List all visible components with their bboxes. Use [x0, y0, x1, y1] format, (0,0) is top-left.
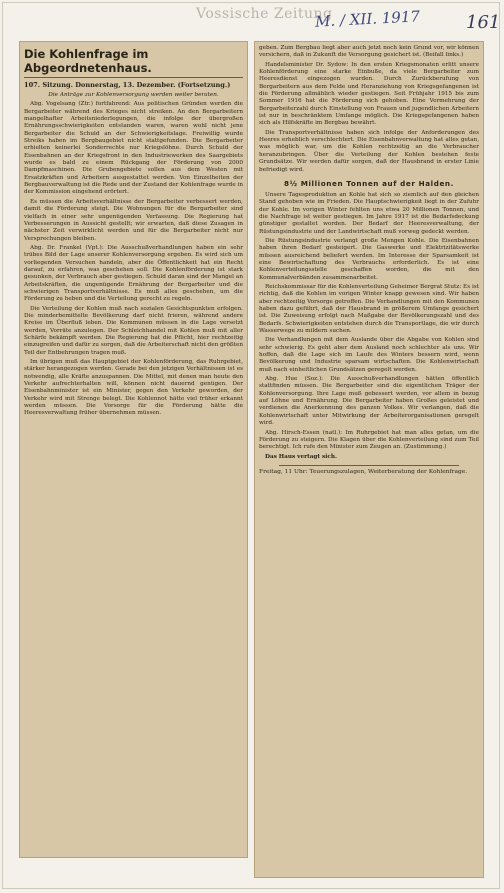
paragraph: Handelsminister Dr. Sydow: In den ersten Kriegsmonaten erlitt unsere Kohlenförderung eine starke Einbuße, da viele Bergarbeiter zum Heeresdienst eingezogen wurden. Durch Zurückberufung von Bergarbeitern aus dem Felde und Heranziehung von Kriegsgefangenen ist die Förderung allmählich wieder gestiegen. Seit Frühjahr 1915 bis zum Sommer 1916 hat die Förderung sich gehoben. Eine Vermehrung der Bergarbeiterzahl durch Einstellung von Frauen und jugendlichen Arbeitern ist nur in beschränktem Umfange möglich. Die Kriegsgefangenen haben sich als Hilfskräfte im Bergbau bewährt.	[259, 61, 479, 127]
paragraph: Im übrigen muß das Hauptgebiet der Kohlenförderung, das Ruhrgebiet, stärker herangezogen werden. Gerade bei den jetzigen Verhältnissen ist es notwendig, alle Kräfte anzuspannen. Die Mittel, mit denen man heute den Verkehr aufrechterhalten will, können nicht dauernd genügen. Der Eisenbahnminister ist ein Minister, gegen den Verkehr geworden, der Verkehr wird mit Strenge belegt. Die Kohlennot hätte viel früher erkannt werden müssen. Die Vorsorge für die Förderung hätte die Heeresverwaltung früher übernehmen müssen.	[24, 359, 243, 417]
paragraph: Die Transportverhältnisse haben sich infolge der Anforderungen des Heeres erheblich verschlechtert. Die Eisenbahnverwaltung hat alles getan, was möglich war, um die Kohlen rechtzeitig an die Verbraucher heranzubringen. Über die Verteilung der Kohlen bestehen feste Grundsätze. Wir werden dafür sorgen, daß der Hausbrand in erster Linie befriedigt wird.	[259, 129, 479, 173]
paragraph: Die Verteilung der Kohlen muß nach sozialen Gesichtspunkten erfolgen. Die minderbemittelte Bevölkerung darf nicht frieren, während andere Kreise im Überfluß leben. Die Kommunen müssen in die Lage versetzt werden, Vorräte anzulegen. Der Schleichhandel mit Kohlen muß mit aller Schärfe bekämpft werden. Die Regierung hat die Pflicht, hier rechtzeitig einzugreifen und dafür zu sorgen, daß die Arbeiterschaft nicht den größten Teil der Entbehrungen tragen muß.	[24, 305, 243, 356]
section-heading: 8½ Millionen Tonnen auf der Halden.	[284, 178, 454, 188]
paragraph: Abg. Hue (Soz.): Die Ausschußverhandlungen hätten öffentlich stattfinden müssen. Die Bergarbeiter sind die eigentlichen Träger der Kohlenversorgung. Ihre Lage muß gebessert werden, vor allem in bezug auf Löhne und Ernährung. Die Bergarbeiter haben Großes geleistet und verdienen die Anerkennung des ganzen Volkes. Wir verlangen, daß die Kohlenwirtschaft unter Mitwirkung der Arbeiterorganisationen geregelt wird.	[259, 376, 479, 427]
paragraph: Unsere Tagesproduktion an Kohle hat sich so ziemlich auf den gleichen Stand gehoben wie im Frieden. Die Hauptschwierigkeit liegt in der Zufuhr der Kohle. Im vorigen Winter fehlten uns etwa 20 Millionen Tonnen, und die Nachfrage ist weiter gestiegen. Im Jahre 1917 ist die Bedarfsdeckung günstiger gestaltet worden. Der Bedarf der Heeresverwaltung, der Rüstungsindustrie und der Landwirtschaft muß vorweg gedeckt werden.	[259, 191, 479, 235]
session-line: 107. Sitzung. Donnerstag, 13. Dezember. (Fortsetzung.)	[24, 81, 231, 89]
clipping-right-column	[254, 41, 484, 878]
paragraph: Die Rüstungsindustrie verlangt große Mengen Kohle. Die Eisenbahnen haben ihren Bedarf gesteigert. Die Gaswerke und Elektrizitätswerke müssen ausreichend beliefert werden. Im Interesse der Sparsamkeit ist eine Bewirtschaftung des Verbrauchs erforderlich. Es ist eine Kohlenverteilungsstelle geschaffen worden, die mit den Kommunalverbänden zusammenarbeitet.	[259, 237, 479, 281]
paragraph: geben. Zum Bergbau liegt aber auch jetzt noch kein Grund vor, wir können versichern, daß in Zukunft die Versorgung gesichert ist. (Beifall links.)	[259, 45, 479, 59]
clipping-left-column	[19, 41, 248, 858]
agenda-note: Freitag, 11 Uhr: Teuerungszulagen, Weiterberatung der Kohlenfrage.	[259, 468, 468, 475]
paragraph: Abg. Vogelsang (Ztr.) fortfahrend: Aus politischen Gründen werden die Bergarbeiter während des Krieges nicht streiken. An den Bergarbeitern mangelhafter Arbeitsniederlegungen, die infolge der übergroßen Ernährungsschwierigkeiten entstanden waren, waren wohl nicht jene Bergarbeiter die Schuld an der Schwierigkeitslage. Freiwillig wurde Streiks haben im Bergbaugebiet nicht stattgefunden. Die Bergarbeiter erhielten keinerlei Sonderrechte nur Kriegslöhne. Durch Schuld der Eisenbahnen an der Kriegsfront in den Industriewerken des Saargebiets wurde es bald zu einem Rückgang der Förderung von 2000 Dampfmaschinen. Die Grubengebiete sollen aus dem Westen mit Ersatzkräften und Arbeitern ausgestattet werden. Von Einzelheiten der Bergbauverwaltung ist die Rede und der Zustand der Kohlenfrage wurde in der Kommission eingehend erörtert.	[24, 101, 243, 196]
page-number: 161	[466, 12, 501, 33]
handwritten-date: M. / XII. 1917	[314, 7, 421, 31]
paragraph: Reichskommissar für die Kohlenverteilung Geheimer Bergrat Stutz: Es ist richtig, daß die Kohlen im vorigen Winter knapp gewesen sind. Wir haben aber rechtzeitig Vorsorge getroffen. Die Verhandlungen mit den Kommunen haben dazu geführt, daß der Hausbrand in größerem Umfange gesichert ist. Die Zuweisung erfolgt nach Maßgabe der Bevölkerungszahl und des Bedarfs. Schwierigkeiten entstehen durch die Transportlage, die wir durch Wasserwege zu mildern suchen.	[259, 283, 479, 335]
closing-line: Das Haus vertagt sich.	[265, 453, 337, 460]
divider	[279, 465, 459, 466]
paragraph: Die Anträge zur Kohlenversorgung werden weiter beraten.	[48, 92, 219, 98]
masthead: Vossische Zeitung	[196, 6, 333, 22]
paragraph: Abg. Hirsch-Essen (natl.): Im Ruhrgebiet hat man alles getan, um die Förderung zu steigern. Die Klagen über die Kohlenverteilung sind zum Teil berechtigt. Ich rufe den Minister zum Zeugen an. (Zustimmung.)	[259, 429, 479, 451]
paragraph: Es müssen die Arbeitsverhältnisse der Bergarbeiter verbessert werden, damit die Förderung steigt. Die Wohnungen für die Bergarbeiter sind vielfach in einer sehr ungenügenden Verfassung. Die Regierung hat Verbesserungen in Aussicht gestellt; wir erwarten, daß diese Zusagen in nächster Zeit verwirklicht werden und für die Bergarbeiter nicht nur Versprechungen bleiben.	[24, 198, 243, 242]
paragraph: Die Verhandlungen mit dem Auslande über die Abgabe von Kohlen sind sehr schwierig. Es geht aber dem Ausland noch schlechter als uns. Wir hoffen, daß die Lage sich im Laufe des Winters bessern wird, wenn Bevölkerung und Industrie sparsam wirtschaften. Die Kohlenwirtschaft muß nach einheitlichen Grundsätzen geregelt werden.	[259, 337, 479, 373]
article-headline: Die Kohlenfrage im Abgeordnetenhaus.	[24, 47, 243, 78]
paragraph: Abg. Dr. Frankel (Vpt.): Die Ausschußverhandlungen haben ein sehr trübes Bild der Lage unserer Kohlenversorgung ergeben. Es wird sich um vorliegenden Versuchen handeln, aber die Öffentlichkeit hat ein Recht darauf, zu erfahren, was geschehen soll. Die Kohlenförderung ist stark gesunken, der Verbrauch aber gestiegen. Schuld daran sind der Mangel an Arbeitskräften, die ungenügende Ernährung der Bergarbeiter und die schwierigen Transportverhältnisse. Es muß alles geschehen, um die Förderung zu heben und die Verteilung gerecht zu regeln.	[24, 244, 243, 303]
